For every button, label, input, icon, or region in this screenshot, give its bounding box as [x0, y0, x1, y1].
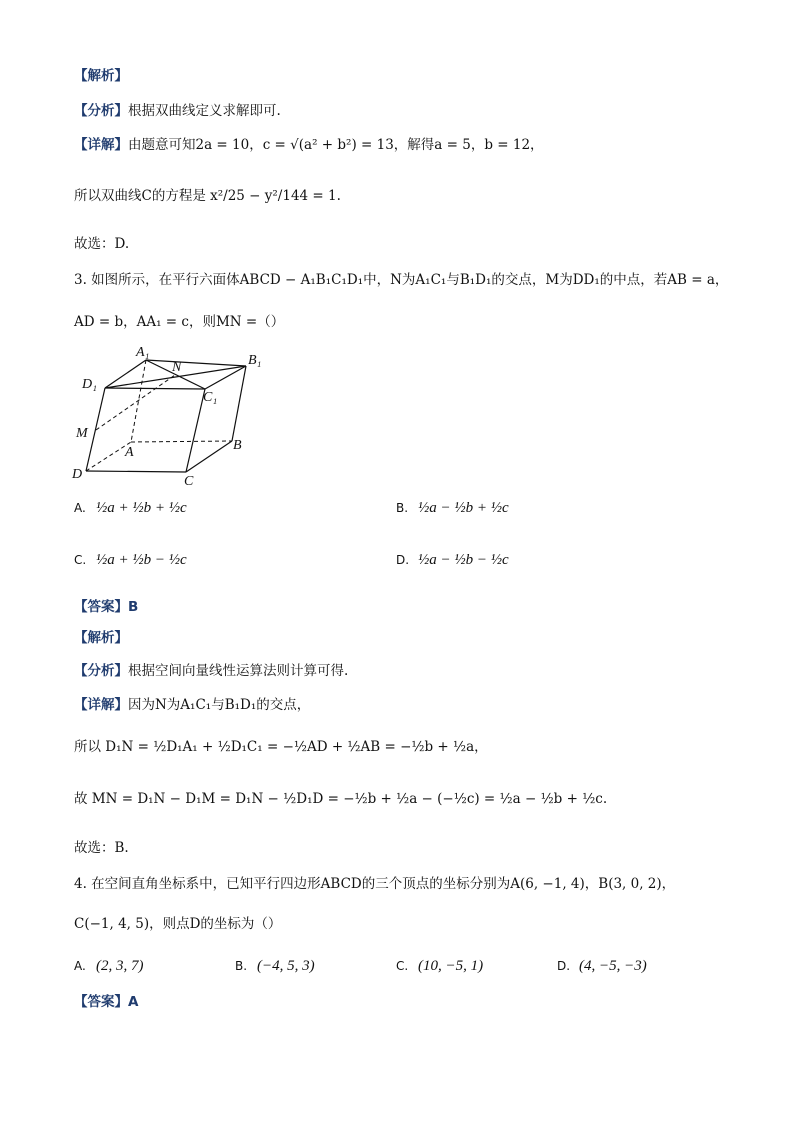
- xiangjie-line-2: 【详解】因为N为A₁C₁与B₁D₁的交点，: [74, 697, 311, 713]
- xiangjie-text: 由题意可知2a = 10，c = √(a² + b²) = 13，解得a = 5，b = 12，: [128, 137, 544, 153]
- fenxi-tag: 【分析】: [74, 103, 128, 119]
- q4-option-c[interactable]: C. (10, −5, 1): [396, 958, 484, 974]
- xiangjie-tag: 【详解】: [74, 137, 128, 153]
- q4-option-d[interactable]: D. (4, −5, −3): [557, 958, 647, 974]
- q4-stem-line1: 4. 在空间直角坐标系中，已知平行四边形ABCD的三个顶点的坐标分别为A(6, −1, 4)，B(3, 0, 2)，: [74, 876, 676, 892]
- fenxi-line-2: 【分析】根据空间向量线性运算法则计算可得.: [74, 663, 349, 679]
- label-n: N: [172, 360, 182, 375]
- q3-option-d[interactable]: D. ½a − ½b − ½c: [396, 552, 509, 568]
- label-b: B: [233, 438, 242, 453]
- label-c1: C₁: [203, 390, 218, 405]
- q4-option-b[interactable]: B. (−4, 5, 3): [235, 958, 315, 974]
- label-d: D: [72, 467, 83, 482]
- fenxi-text: 根据双曲线定义求解即可.: [128, 103, 281, 119]
- label-c: C: [184, 474, 194, 488]
- q3-option-a[interactable]: A. ½a + ½b + ½c: [74, 500, 187, 516]
- xiangjie-line-1: [74, 135, 544, 155]
- q4-answer: 【答案】A: [74, 994, 139, 1010]
- label-b1: B₁: [248, 353, 262, 368]
- label-m: M: [76, 426, 88, 441]
- fenxi-line-1: [74, 101, 281, 121]
- q4-option-a[interactable]: A. (2, 3, 7): [74, 958, 144, 974]
- vector-derivation-1: 所以 D₁N = ½D₁A₁ + ½D₁C₁ = −½AD + ½AB = −½b + ½a，: [74, 739, 488, 755]
- q3-stem-line2: AD = b，AA₁ = c，则MN =（）: [74, 314, 285, 330]
- q3-option-b[interactable]: B. ½a − ½b + ½c: [396, 500, 509, 516]
- vector-derivation-2: 故 MN = D₁N − D₁M = D₁N − ½D₁D = −½b + ½a − (−½c) = ½a − ½b + ½c.: [74, 791, 608, 807]
- jiexi-heading-1: 【解析】: [74, 68, 128, 84]
- jiexi-heading-2: 【解析】: [74, 630, 128, 646]
- label-a1: A₁: [136, 345, 150, 360]
- label-d1: D₁: [82, 377, 97, 392]
- q3-stem-line1: 3. 如图所示，在平行六面体ABCD − A₁B₁C₁D₁中，N为A₁C₁与B₁D₁的交点，M为DD₁的中点，若AB = a，: [74, 272, 729, 288]
- label-a: A: [125, 445, 134, 460]
- q3-option-c[interactable]: C. ½a + ½b − ½c: [74, 552, 187, 568]
- guxuan-1: 故选：D.: [74, 236, 130, 252]
- guxuan-2: 故选：B.: [74, 840, 129, 856]
- hyperbola-result: 所以双曲线C的方程是 x²/25 − y²/144 = 1.: [74, 188, 341, 204]
- q4-stem-line2: C(−1, 4, 5)，则点D的坐标为（）: [74, 916, 282, 932]
- q3-answer: 【答案】B: [74, 599, 139, 615]
- parallelepiped-figure: [70, 338, 280, 488]
